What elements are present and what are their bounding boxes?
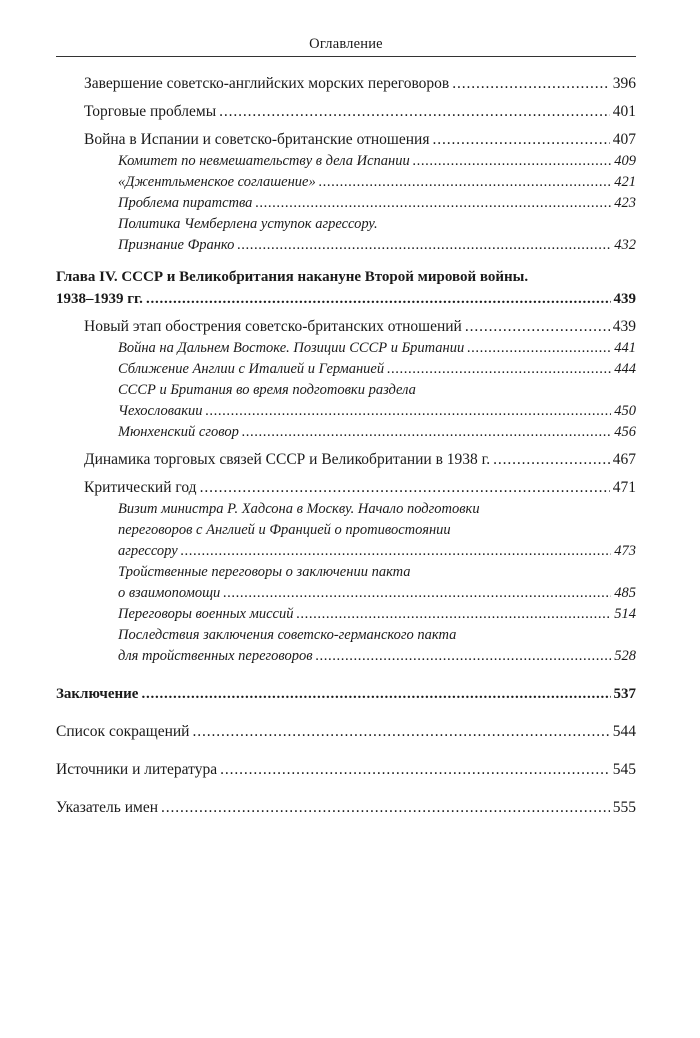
toc-entry-title: Сближение Англии с Италией и Германией (118, 361, 385, 377)
dot-leader (387, 359, 611, 380)
toc-entry-title: Комитет по невмешательству в дела Испании (118, 153, 410, 169)
toc-page-number: 421 (614, 174, 636, 190)
toc-entry-title: Указатель имен (56, 799, 158, 816)
toc-entry-pact-consequences (56, 625, 636, 667)
toc-page-number: 441 (614, 340, 636, 356)
toc-entry-new-stage (56, 316, 636, 338)
dot-leader (237, 235, 611, 256)
toc-entry-nonintervention-committee (56, 151, 636, 172)
toc-entry-hudson-visit (56, 499, 636, 562)
toc-page-number: 467 (612, 451, 636, 468)
toc-entry-title: 1938–1939 гг. (56, 291, 143, 307)
toc-page-number: 537 (613, 686, 636, 702)
toc-entry-gentlemen-agreement (56, 172, 636, 193)
toc-page-number: 450 (614, 403, 636, 419)
dot-leader (465, 316, 610, 338)
toc-entry-title: Новый этап обострения советско-британских отношений (84, 318, 462, 335)
toc-page-number: 514 (614, 606, 636, 622)
dot-leader (161, 797, 610, 819)
toc-entry-abbreviations (56, 721, 636, 743)
toc-entry-title-line: Тройственные переговоры о заключении пакта (118, 564, 411, 580)
toc-entry-title: Война на Дальнем Востоке. Позиции СССР и Британии (118, 340, 465, 356)
dot-leader (319, 172, 612, 193)
toc-entry-trade-problems (56, 101, 636, 123)
toc-entry-title: о взаимопомощи (118, 585, 221, 601)
toc-page-number: 432 (614, 237, 636, 253)
toc-page-number: 456 (614, 424, 636, 440)
toc-entry-title: Война в Испании и советско-британские отношения (84, 131, 430, 148)
toc-entry-title: Чехословакии (118, 403, 203, 419)
toc-entry-piracy (56, 193, 636, 214)
toc-page-number: 473 (614, 543, 636, 559)
table-of-contents (56, 73, 636, 819)
dot-leader (141, 683, 610, 705)
dot-leader (255, 193, 611, 214)
toc-entry-title-line: СССР и Британия во время подготовки раздела (118, 382, 416, 398)
toc-entry-rapprochement (56, 359, 636, 380)
toc-entry-title: Признание Франко (118, 237, 235, 253)
toc-entry-title-line: Последствия заключения советско-германского пакта (118, 627, 457, 643)
toc-entry-title: Проблема пиратства (118, 195, 253, 211)
toc-page-number: 396 (612, 75, 636, 92)
toc-entry-title-line: Визит министра Р. Хадсона в Москву. Начало подготовки (118, 501, 480, 517)
dot-leader (296, 604, 611, 625)
toc-page-number: 471 (612, 479, 636, 496)
dot-leader (200, 477, 610, 499)
toc-page-number: 401 (612, 103, 636, 120)
toc-entry-title: для тройственных переговоров (118, 648, 313, 664)
toc-entry-title: агрессору (118, 543, 178, 559)
dot-leader (242, 422, 611, 443)
dot-leader (219, 101, 610, 123)
toc-page-number: 544 (612, 723, 636, 740)
toc-entry-title: «Джентльменское соглашение» (118, 174, 316, 190)
dot-leader (220, 759, 610, 781)
dot-leader (146, 288, 611, 310)
toc-entry-tripartite-talks (56, 562, 636, 604)
dot-leader (223, 583, 611, 604)
dot-leader (181, 541, 612, 562)
toc-entry-title: Переговоры военных миссий (118, 606, 294, 622)
toc-entry-title: Критический год (84, 479, 197, 496)
dot-leader (413, 151, 612, 172)
toc-entry-title: Мюнхенский сговор (118, 424, 239, 440)
toc-page-number: 444 (614, 361, 636, 377)
toc-entry-sources (56, 759, 636, 781)
toc-entry-trade-dynamics (56, 449, 636, 471)
toc-entry-title: Заключение (56, 686, 139, 702)
dot-leader (192, 721, 609, 743)
dot-leader (452, 73, 610, 95)
toc-entry-title-line: переговоров с Англией и Францией о противостоянии (118, 522, 451, 538)
toc-page-number: 528 (614, 648, 636, 664)
toc-entry-conclusion (56, 683, 636, 705)
toc-page-number: 545 (612, 761, 636, 778)
toc-entry-title: Список сокращений (56, 723, 190, 740)
dot-leader (316, 646, 612, 667)
dot-leader (432, 129, 609, 151)
toc-page-number: 439 (612, 318, 636, 335)
header-rule (56, 56, 636, 57)
running-head: Оглавление (309, 36, 383, 52)
toc-entry-title: Источники и литература (56, 761, 218, 778)
toc-chapter-iv (56, 266, 636, 310)
toc-entry-spain-war (56, 129, 636, 151)
toc-page-number: 407 (612, 131, 636, 148)
toc-entry-title: Завершение советско-английских морских переговоров (84, 75, 450, 92)
toc-page-number: 439 (613, 291, 636, 307)
dot-leader (205, 401, 611, 422)
toc-entry-chamberlain-policy (56, 214, 636, 256)
toc-page-number: 423 (614, 195, 636, 211)
toc-page-number: 485 (614, 585, 636, 601)
toc-entry-title: Динамика торговых связей СССР и Великобритании в 1938 г. (84, 451, 491, 468)
toc-entry-far-east (56, 338, 636, 359)
toc-entry-czechoslovakia (56, 380, 636, 422)
dot-leader (467, 338, 611, 359)
toc-entry-name-index (56, 797, 636, 819)
toc-entry-title-line: Политика Чемберлена уступок агрессору. (118, 216, 378, 232)
dot-leader (493, 449, 610, 471)
toc-entry-military-missions (56, 604, 636, 625)
toc-entry-naval-talks (56, 73, 636, 95)
toc-chapter-title-line: Глава IV. СССР и Великобритания накануне Второй мировой войны. (56, 269, 529, 285)
toc-page-number: 555 (612, 799, 636, 816)
toc-page-number: 409 (614, 153, 636, 169)
toc-entry-munich (56, 422, 636, 443)
toc-entry-critical-year (56, 477, 636, 499)
toc-entry-title: Торговые проблемы (84, 103, 217, 120)
